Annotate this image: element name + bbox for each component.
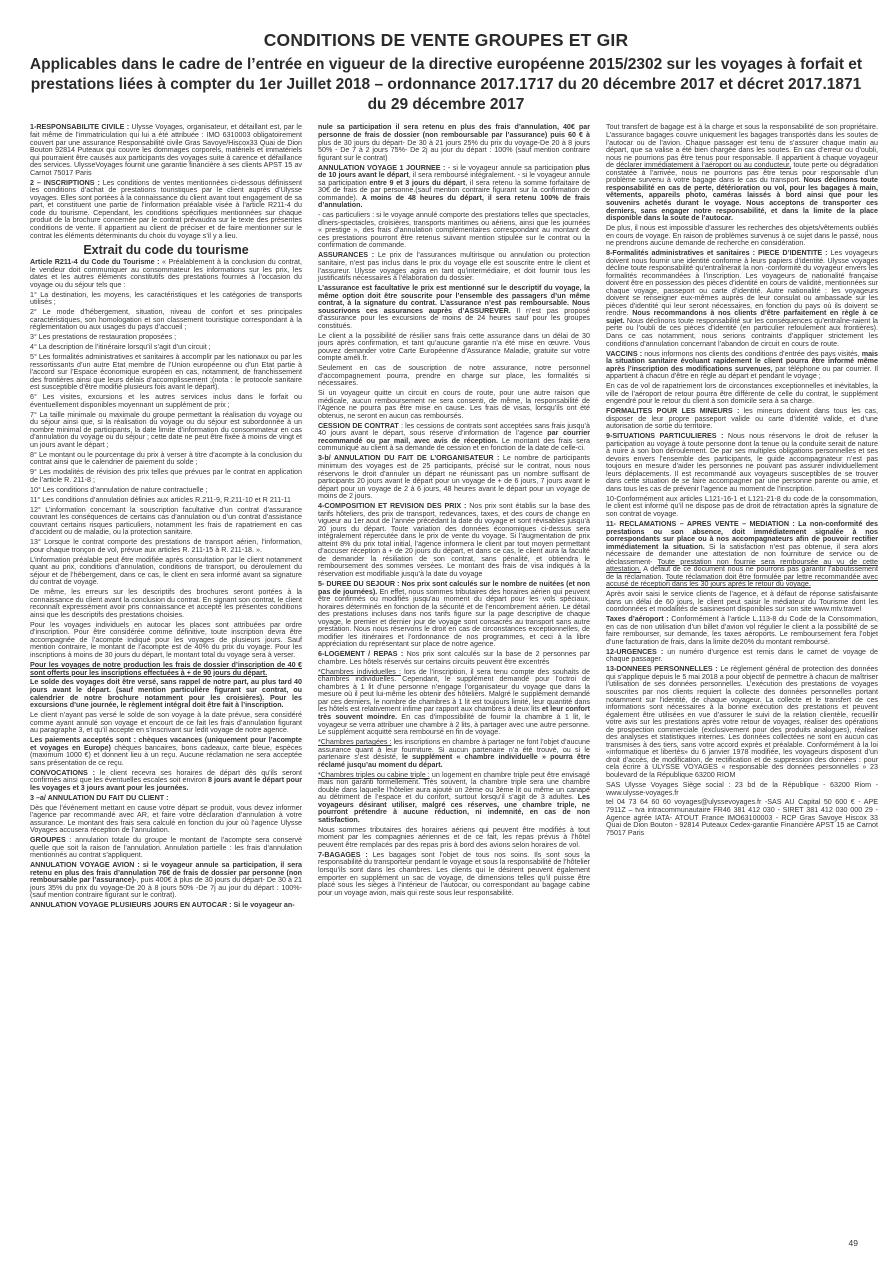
text-segment: Nous nous réservons le droit de refuser la participation au voyage à toute personne dont la tenue ou la conduite serait de nature à nuire à son bon déroulement. De par ses multiples obligations personnelles et ses devoirs envers l’ensemble des participants, le guide accompagnateur n’est pas toujours en mesure d’aider les personnes ne pouvant pas assurer individuellement leurs déplacements. Il est recommandé aux voyageurs susceptibles de se trouver dans cette situation de se faire accompagner par une personne parente ou amie, et dans tous les cas de prévenir l’agence au moment de l’inscription. [606,432,878,493]
text-segment: CONVOCATIONS : [30,768,100,777]
text-segment: 6-LOGEMENT / REPAS : [318,650,404,659]
text-segment: Toute réclamation doit être formulée par lettre recommandée avec accusé de réception dans les 30 jours après le retour du voyage. [606,572,878,589]
text-segment: - cas particuliers : si le voyage annulé comporte des prestations telles que spectacles, dîners-spectacles, croisières, transports maritimes ou aériens, ainsi que les journées « prestige », des frais d’annulation complémentaires correspondant au montant de ces prestations pourront être retenus suivant mention stipulée sur le contrat ou la confirmation de commande. [318,211,590,250]
text-segment: Pour les voyages de notre production les frais de dossier d’inscription de 40 € sont offerts pour les inscriptions effectuées à + de 90 jours du départ. [30,660,302,677]
paragraph [318,212,590,250]
text-segment: le client recevra ses horaires de départ dès qu'ils seront confirmés ainsi que les éventuelles escales soit environ [30,768,302,785]
paragraph [318,503,590,578]
text-segment: 13-DONNEES PERSONNELLES : [606,665,718,674]
paragraph [30,394,302,409]
text-segment: toute perte ou dégradation constatée à l’arrivée, nous ne pourrons pas être tenus pour responsable d’un problème survenu à votre bagage dans le cas du transport. [606,161,878,185]
text-segment: les inscriptions en chambre à partager ne font l’objet d’aucune assurance quant à leur fourniture. Si aucun partenaire n’a été trouvé, ou si le partenaire s’est désisté, [318,738,590,762]
text-segment: 9-SITUATIONS PARTICULIERES : [606,432,724,441]
paragraph [30,259,302,289]
paragraph [318,333,590,363]
paragraph [30,662,302,677]
text-segment: *Chambres triples ou cabine triple : [318,770,430,779]
text-segment: Le client a la possibilité de résilier sans frais cette assurance dans un délai de 30 jours après confirmation, et tant qu’aucune garantie n’a été mise en œuvre. Vous pouvez demander votre Carte Européenne d’Assurance Maladie, gratuite sur votre compte améli.fr. [318,331,590,363]
text-segment: Article R211-4 du Code du Tourisme : [30,258,162,267]
paragraph [606,225,878,248]
text-segment: 3° Les prestations de restauration proposées ; [30,333,177,342]
text-segment: Nous déclinons toute responsabilité sur les conséquences qu’entraîne-raient la perte ou l’oubli de ces pièces d’identité (en particulier refoulement aux frontières). Dans ce cas notamment, nous serions contraints d’appliquer strictement les conditions d’annulation concernant l’abandon de circuit en cours de route. [606,316,878,348]
text-segment: entre 9 et 3 jours du départ [369,178,466,187]
text-segment: et leur confort très souvent moindre. [318,705,590,722]
text-segment: SAS Ulysse Voyages Siège social : 23 bd de la République - 63200 Riom - www.ulysse-voyages.fr [606,780,878,797]
text-segment: Pour les voyages individuels en autocar les places sont attribuées par ordre d’inscription. Pour être considérée comme définitive, toute inscription devra être accompagnée de l’acompte indiqué pour les voyages de plusieurs jours. Sauf mention contraire, le montant de l’acompte est de 40% du prix du voyage. Pour les inscriptions à moins de 30 jours du départ, le montant total du voyage sera à verser. [30,620,302,660]
text-segment: *Chambres individuelles : [318,667,401,676]
text-segment: Toute prestation non fournie sera remboursée au vu de cette attestation. [606,557,878,574]
page-number: 49 [848,1238,858,1248]
text-segment: par courrier recommandé ou par mail, avec avis de réception. [318,429,590,445]
text-segment: ANNULATION VOYAGE AVION : si le voyageur annule sa participation, il sera retenu en plus des frais d’annulation 76€ de frais de dossier par personne (non remboursable par l’assurance)- [30,861,302,885]
paragraph [606,408,878,431]
text-segment: 12° L’information concernant la souscription facultative d’un contrat d’assurance couvrant les conséquences de certains cas d’annulation ou d’un contrat d’assistance couvrant certains risques particuliers, notamment les frais de rapatriement en cas d’accident ou de maladie, ou la protection sanitaire. [30,505,302,537]
paragraph [606,591,878,614]
paragraph [606,496,878,519]
text-segment: GROUPES [30,836,66,845]
paragraph [606,124,878,222]
text-segment: - si le voyageur annule sa participation [445,163,576,172]
text-segment: déclarer immédiatement à l’aéroport ou au conducteur, [616,161,792,170]
text-segment: 4-COMPOSITION ET REVISION DES PRIX : [318,502,467,511]
text-segment: Si un voyageur quitte un circuit en cours de route, pour une autre raison que médicale, aucun remboursement ne sera consenti, de même, la responsabilité de l’Agence ne pourra pas être mise en cause. Les frais de visas, lorsqu’ils ont été obtenus, ne seront en aucun cas remboursés. [318,389,590,420]
paragraph [318,390,590,420]
paragraph [318,669,590,737]
paragraph [30,497,302,505]
text-segment: L’assurance est facultative le prix est mentionné sur le descriptif du voyage, la même option doit être souscrite pour l’ensemble des passagers d’un même contrat, à la signature du contrat. L’assurance n’est pas remboursable. Nous souscrivons ces assurances auprès d’ASSUREVER. [318,283,590,315]
text-segment: Extrait du code du tourisme [83,243,249,258]
paragraph [318,252,590,282]
text-segment: , puis 400€ à plus de 30 jours du départ- De 30 à 21 jours 35% du prix du voyage-De 20 à 8 jours 50% -De 7j au jour du départ : 100%- (sauf mention contraire figurant sur le contrat). [30,876,303,900]
paragraph [606,250,878,348]
paragraph [318,455,590,500]
text-segment: plus de 30 jours du départ- De 30 à 21 jours 25% du prix du voyage-De 20 à 8 jours 50% - De 7 à 2 jours 75%- De 2j au jour du départ : 100% (sauf mention contraire figurant sur le contrat) [318,138,590,162]
paragraph [30,737,302,767]
text-segment: 10° Les conditions d’annulation de nature contractuelle ; [30,485,208,494]
paragraph [318,651,590,666]
text-segment: Le solde des voyages doit être versé, sans rappel de notre part, au plus tard 40 jours avant le départ. (sauf mention particulière figurant sur contrat, ou calendrier de notre brochure notamment pour les croisières). Pour les excursions d’une journée, le règlement intégral doit être fait à l’inscription. [30,678,302,710]
text-segment: 11° Les conditions d’annulation définies aux articles R.211-9, R.211-10 et R 211-11 [30,495,291,504]
text-segment: 6° Les visites, excursions et les autres services inclus dans le forfait ou éventuellement disponibles moyennant un supplément de prix ; [30,393,302,409]
paragraph [30,412,302,450]
paragraph [30,292,302,307]
paragraph [30,805,302,835]
text-columns [0,114,892,912]
text-column-1 [30,124,302,912]
paragraph [30,589,302,619]
text-segment: par téléphone ou par courrier. Il appartient à chacun d’être en règle au départ et pendant le voyage ; [606,364,878,381]
text-segment: lors de l’inscription, il sera tenu compte des souhaits de chambres individuelles. Cependant, le supplément demandé pour l’octroi de chambres à 1 lit d’une personne n’engage l’organisateur du voyage que dans la mesure où il peut lui-même les obtenir des hôteliers. Malgré le supplément demandé par ces derniers, le nombre de chambres à 1 lit est toujours limité, leur quantité dans les hôtels est relativement infime par rapport aux chambres à deux lits [318,667,590,714]
text-segment: 10-Conformément aux articles L121-16-1 et L121-21-8 du code de la consommation, le client est informé qu’il ne dispose pas de droit de rétractation après la signature de son contrat de voyage. [606,494,878,519]
text-segment: Les voyageurs doivent nous fournir une identité conforme à leurs papiers d’identité. Ulysse voyages décline toute responsabilité qu’entraînerait la non -conformité du voyageur envers les formalités recommandées à l’inscription. Les voyageurs de nationalité française doivent être en possession des pièces d’identité en cours de validité, mentionnées sur chaque voyage, passeport ou carte d’identité. Autre nationalité : les voyageurs doivent se renseigner eux-mêmes auprès de leur consulat ou ambassade sur les pièces d’identité qui leur seront nécessaires, en fonction du pays où ils doivent se rendre. [606,249,878,318]
paragraph [30,354,302,392]
paragraph [318,285,590,330]
text-segment: *Chambres partagées : [318,738,392,747]
paragraph [30,487,302,495]
text-segment: ASSURANCES : [318,251,375,260]
text-segment: Nous déclinons toute responsabilité en cas de perte, détérioration ou vol, pour les bagages à main, vêtements, appareils photo, caméras laissés à bord ainsi que pour les souvenirs achetés durant le voyage. Nous acceptons de transporter ces derniers, sans engager notre responsabilité, et dans la limite de la place disponible dans la soute de l’autocar. [606,176,878,223]
text-segment: Dès que l’événement mettant en cause votre départ se produit, vous devez informer l’agence par recommandé avec AR, et faire votre déclaration d’annulation à votre assurance. Le montant des frais sera calculé en fonction du jour où l’agence Ulysse Voyages accusera réception de l’annulation. [30,803,302,835]
text-segment: : annulation totale du groupe le montant de l’acompte sera conservé quelle que soit la raison de l’annulation. Annulation partielle : les frais d’annulation mentionnés au contrat s’appliquent. [30,836,302,860]
text-segment: En effet, nous sommes tributaires des horaires aérien qui peuvent être confirmés ou modifiés jusqu'au moment du départ pour les vols spéciaux, horaires déterminés en fonction de la sécurité et de l’encombrement aérien. Le détail des prestations incluses dans nos tarifs figure sur la page descriptive de chaque voyage, le premier et dernier jour de voyage sont consacrés au transport sans autre prestation. Nous nous réservons le droit en cas de circonstances exceptionnelles, de modifier les itinéraires et l’ordonnance de nos programmes, et ceci à la libre appréciation du représentant sur place de notre agence. [318,587,590,649]
text-segment: 13° Lorsque le contrat comporte des prestations de transport aérien, l’information, pour chaque tronçon de vol, prévue aux articles R. 211-15 à R. 211-18. ». [30,538,302,554]
paragraph [30,679,302,709]
text-segment: 1-RESPONSABILITE CIVILE : [30,123,132,132]
text-column-2 [318,124,590,912]
paragraph [30,344,302,352]
paragraph [318,852,590,897]
paragraph [30,124,302,177]
text-segment: 5° Les formalités administratives et sanitaires à accomplir par les nationaux ou par les ressortissants d’un autre Etat membre de l’Union européenne ou d’un Etat partie à l’accord sur l’Espace économique européen en cas, notamment, de franchissement des frontières ainsi que leurs délais d’accomplissement ;(nota : le protocole sanitaire est susceptible d’être modifié plusieurs fois avant le départ). [30,353,302,392]
text-segment: un logement en chambre triple peut être envisagé mais non garanti formellement. Très souvent, la chambre triple sera une chambre double dans laquelle l’hôtelier aura ajouté un 2ème ou 3ème lit ou même un canapé au détriment de l’espace et du confort, surtout lorsqu’il s’agit de 3 adultes. [318,770,590,802]
page-title: CONDITIONS DE VENTE GROUPES ET GIR [263,30,629,50]
text-segment: Les conditions de ventes mentionnées ci-dessous définissent les conditions d’achat de prestations touristiques par le client auprès d’Ulysse voyages. Elles sont portées à la connaissance du client avant tout engagement de sa part, et constituent une partie de l’information préalable visée à l’article R211-4 du code du tourisme. Cependant, les conditions spécifiques mentionnées sur chaque produit de la brochure concernée par le contrat prévaudra sur le texte des présentes conditions de vente. Il appartient au client de préciser et de faire mentionner sur le contrat les éléments déterminants du choix du voyage s’il y a lieu. [30,178,302,240]
text-segment: CESSION DE CONTRAT [318,421,399,430]
text-segment: 8° Le montant ou le pourcentage du prix à verser à titre d’acompte à la conclusion du contrat ainsi que le calendrier de paiement du solde ; [30,450,302,467]
text-segment: 7-BAGAGES : [318,850,368,859]
text-segment: les mineurs doivent dans tous les cas, disposer de leur propre passeport valide ou carte d’identité valide, et d’une autorisation de sortie du territoire. [606,407,878,431]
paragraph [606,799,878,837]
paragraph [606,616,878,646]
paragraph [30,862,302,900]
paragraph [318,124,590,162]
paragraph [606,351,878,381]
paragraph [606,666,878,779]
text-segment: : les cessions de contrats sont acceptées sans frais jusqu’à 40 jours avant le départ, sous réserve d’information de l’agence [318,421,590,438]
text-segment: Seulement en cas de souscription de notre assurance, notre personnel d’accompagnement pourra, prendre en charge sur place, les formalités si nécessaires. [318,364,590,388]
paragraph [318,739,590,769]
paragraph [30,334,302,342]
paragraph [606,649,878,664]
page-subtitle: Applicables dans le cadre de l’entrée en vigueur de la directive européenne 2015/2302 sur les voyages à forfait et prestations liées à compter du 1er Juillet 2018 – ordonnance 2017.1717 du 20 décembre 2017 et décret 2017.1871 du 29 décembre 2017 [29,56,863,113]
text-segment: 1° La destination, les moyens, les caractéristiques et les catégories de transports utilisés ; [30,290,302,307]
text-segment: En cas d’impossibilité de fournir la chambre à 1 lit, le voyageur se verra attribuer une chambre à 2 lits, à partager avec une autre personne. Le supplément acquitté sera remboursé en fin de voyage. [318,713,590,737]
paragraph [30,557,302,587]
text-segment: le supplément « chambre individuelle » pourra être réclamé jusqu’au moment du départ. [318,753,590,769]
paragraph [30,902,302,910]
text-segment: En cas de vol de rapatriement lors de circonstances exceptionnelles et inévitables, la ville de l’aéroport de retour pourra être différente de celle du contrat, le supplément engendré pour le retour du client à son domicile sera à sa charge. [606,382,878,406]
text-segment: nous informons nos clients des conditions d’entrée des pays visités, [642,349,862,358]
text-segment: 3-b/ ANNULATION DU FAIT DE L’ORGANISATEUR : [318,454,500,463]
text-column-3 [606,124,878,912]
text-segment: 7° La taille minimale ou maximale du groupe permettant la réalisation du voyage ou du séjour ainsi que, si la réalisation du voyage ou du séjour est subordonnée à un nombre minimal de participants, la date limite d’information du consommateur en cas d’annulation du voyage ou du séjour ; cette date ne peut être fixée à moins de vingt et un jours avant le départ ; [30,410,302,449]
paragraph [318,423,590,453]
text-segment: Conformément à l’article L.113-8 du Code de la Consommation, en cas de non utilisation d’un billet d’avion vol régulier le client a la possibilité de se faire rembourser, sur demande, les taxes aéroports. Le remboursement fera l’objet d’une facturation de frais, dans la limite de20% du montant remboursé. [606,615,878,646]
text-segment: 12-URGENCES : [606,647,664,656]
text-segment: , il sera retenu la somme forfaitaire de 30€ de frais de par personne.(sauf mention contraire figurant sur la confirmation de commande). [318,178,590,202]
paragraph [30,309,302,332]
text-segment: 8 jours avant le départ pour les voyages et 3 jours avant pour les journées. [30,776,302,792]
paragraph [30,180,302,240]
text-segment: Les paiements acceptés sont : chèques vacances (uniquement pour l’acompte et voyages en Europe) [30,736,302,752]
text-segment: Nos prix sont établis sur la base des tarifs hôteliers, des prix de transport, redevances, taxes, et des cours de change en vigueur au 1er aout de l’année précédant la date du voyage et sont révisables jusqu’à 20 jours du départ. Toute variation des données économiques ci-dessus sera intégralement répercutée dans le prix de vente du voyage. Si l’augmentation de prix atteint 8% du prix total initial, l’agence informera le client par tout moyen permettant d’accuser réception à + de 20 jours du départ, et dans ce cas, le client aura la faculté de demander la résiliation de son contrat, sans pénalité, et obtiendra le remboursement des sommes versées. Le montant des frais de visa indiqués à la réservation est modifiable jusqu’à la date du voyage [318,502,591,579]
text-segment: Les bagages sont l’objet de tous nos soins. Ils sont sous la responsabilité du transporteur pendant le voyage et sous la responsabilité de l’hôtelier lorsqu’ils sont dans les chambres. Les clients qui le désirent peuvent également emporter en supplément un sac de voyage, de dimensions telles qu’il puisse être placé sous les sièges à l’intérieur de l’autocar, ou correspondant au bagage cabine pour un voyage avion, mais qui reste sous leur responsabilité. [318,850,590,897]
text-segment: Nous recommandons à nos clients d’être parfaitement en règle à ce sujet. [606,309,879,325]
text-segment: VACCINS : [606,349,643,358]
text-segment: chèques bancaires, bons cadeaux, carte bleue, espèces (maximum 1000 €) et donnent lieu à un reçu. Aucune réclamation ne sera acceptée sans présentation de ce reçu. [30,743,302,767]
text-segment: 11- RECLAMATIONS – APRES VENTE – MEDIATION : La non-conformité des prestations ou son absence, doit immédiatement signalée à nos correspondants sur place ou à nos accompagnateurs afin de pouvoir rectifier immédiatement la situation. [606,519,878,551]
text-segment: Les voyageurs désirant utiliser, malgré ces réserves, une chambre triple, ne pourront prétendre à aucune réduction, ni indemnité, en cas de non satisfaction. [318,793,590,824]
text-segment: Le montant des frais sera communiqué au client à sa demande de cession et en fonction de la date de celle-ci. [318,436,591,453]
paragraph [30,837,302,860]
paragraph [30,469,302,484]
paragraph [30,452,302,467]
text-segment: Il n’est pas proposé d’assurance pour les excursions de moins de 24 heures sauf pour les groupes constitués. [318,306,590,330]
text-segment: 2° Le mode d’hébergement, situation, niveau de confort et ses principales caractéristiques, son homologation et son classement touristique correspondant à la réglementation ou aux usages du pays d’accueil ; [30,308,302,332]
text-segment: ANNULATION VOYAGE 1 JOURNEE : [318,163,446,172]
text-segment: , il sera remboursé intégralement. - si le voyageur annule sa participation [318,171,590,187]
paragraph [318,581,590,649]
text-segment: Après avoir saisi le service clients de l’agence, et à défaut de réponse satisfaisante dans un délai de 60 jours, le client peut saisir le médiateur du Tourisme dont les coordonnées et modalités de saisinesont disponibles sur son site www.mtv.travel [606,590,878,614]
paragraph [30,712,302,735]
text-segment: Si la satisfaction n’est pas obtenue, il sera alors nécessaire de demander une attestation de non fourniture de service ou de déclassement- [606,542,878,566]
text-segment: Le client n’ayant pas versé le solde de son voyage à la date prévue, sera considéré comme ayant annulé son voyage et encourt de ce fait les frais d’annulation figurant au paragraphe 3, et qu’il accepte en s’inscrivant sur ledit voyage de notre agence. [30,711,302,735]
text-segment: De plus, il nous est impossible d’assurer les recherches des objets/vêtements oubliés en cours de voyage. En raison de problèmes survenus à ce sujet dans le passé, nous ne prendrons aucune demande de recherche en considération. [606,223,878,248]
text-segment: L’information préalable peut être modifiée après consultation par le client notamment quant au prix, conditions d’annulation, conditions de transport, ou déroulement du séjour et de l’hébergement, dans ce cas, le client en sera informé avant sa signature du contrat de voyage. [30,555,302,587]
text-segment: Nos prix sont calculés sur la base de 2 personnes par chambre. Les hôtels réservés sur certains circuits peuvent être excentrés [318,650,590,666]
paragraph [606,521,878,589]
paragraph [318,365,590,388]
text-segment: plus de 10 jours avant le départ [318,163,591,180]
text-segment: A moins de 48 heures du départ, il sera retenu 100% de frais d’annulation. [318,193,590,210]
text-segment: mais la situation sanitaire évoluant rapidement le client pourra être informé même après l’inscription des modifications survenues, [606,349,878,373]
text-segment: Taxes d’aéroport : [606,615,669,624]
text-segment: 3 –a/ ANNULATION DU FAIT DU CLIENT : [30,793,169,802]
text-segment: nule sa participation il sera retenu en plus des frais d’annulation, 40€ par personne de frais de dossier (non remboursable par l’assurance) puis 60 € à [318,123,590,140]
text-segment: FORMALITES POUR LES MINEURS : [606,407,740,416]
text-segment: un numéro d’urgence est remis dans le carnet de voyage de chaque passager. [606,647,878,664]
text-segment: A défaut de ce document nous ne pourrons pas garantir l’aboutissement de la réclamation. [606,565,878,581]
text-segment: 9° Les modalités de révision des prix telles que prévues par le contrat en application de l’article R. 211-8 ; [30,468,302,484]
text-segment: De même, les erreurs sur les descriptifs des brochures seront portées à la connaissance du client avant la conclusion du contrat. En signant son contrat, le client reconnaît expressément avoir pris connaissance et accepté les présentes conditions ainsi que les descriptifs des prestations choisies. [30,588,302,619]
text-segment: Ulysse Voyages, organisateur, et détaillant est, par le fait même de l’immatriculation qui lui a été attribuée : IMO 6310003 obligatoirement couvert par une assurance Responsabilité civile Gras Savoye/Hiscox33 Quai de Dion Bouton 92814 Puteaux qui couvre les dommages corporels, matériels et immatériels qui pourraient être causés aux participants des voyages suite à carence et défaillance des services. UlysseVoyages fournit une garantie financière à ses clients APST 15 av Carnot 75017 Paris [30,123,302,177]
paragraph [30,622,302,660]
text-segment: « Préalablement à la conclusion du contrat, le vendeur doit communiquer au consommateur les informations sur les prix, les dates et les autres éléments constitutifs des prestations fournies à l’occasion du voyage ou du séjour tels que : [30,258,302,289]
text-segment: Le nombre de participants minimum des voyages est de 25 participants, précisé sur le contrat, nous nous réservons le droit d’annuler un départ ne réunissant pas un nombre suffisant de participants 20 jours avant le départ pour un voyage de + de 6 jours, 7 jours avant le départ pour un voyage de 2 à 6 jours, 48 heures avant le départ pour un voyage de moins de 2 jours. [318,454,590,501]
paragraph [30,770,302,793]
paragraph [318,165,590,210]
section-heading [30,243,302,257]
paragraph [606,383,878,406]
paragraph [318,772,590,825]
text-segment: tel 04 73 64 60 60 voyages@ulyssevoyages.fr -SAS AU Capital 50 600 € - APE 7911Z – tva intracommunautaire FR46 381 412 030 - SIRET 381 412 030 000 29 -Agence agrée IATA- ATOUT France IMO63100003 - RCP Gras Savoye Hiscox 33 Quai de Dion Bouton - 92814 Puteaux Cedex-garantie Financière APST 15 ae Carnot 75017 Paris [606,798,878,837]
paragraph [30,507,302,537]
text-segment: Le règlement général de protection des données qui s’applique depuis le 5 mai 2018 a pour objectif de permettre à chacun de maîtriser l’utilisation de ses données personnelles. L’exécution des prestations de voyages souscrites par nos clients requiert la collecte des données personnelles portant notamment sur l’identité, de chaque voyageur. La collecte et le transfert de ces informations sont nécessaires à la bonne exécution des prestations et peuvent également être utilisées en vue d’assurer le suivi de la relation clientèle, recueillir votre avis sur les prestations après votre retour de voyages, réaliser des opérations de prospection commerciale (exclusivement pour des produits analogues), réaliser des analyses et statistiques internes. Les données collectées ne sont en aucun cas transmises à des tiers, sans votre accord exprès et préalable. Conformément à la loi «informatique et libertés» du 6 janvier 1978 modifiée, les voyageurs disposent d’un droit d’accès, de modification, de rectification et de suppression des données : pour cela écrire à ULYSSE VOYAGES « responsable des données personnelles » 23 boulevard de la République 63200 RIOM [606,665,878,780]
text-segment: 5- DUREE DU SEJOUR : Nos prix sont calculés sur le nombre de nuitées (et non pas de journées). [318,579,590,596]
text-segment: Le prix de l’assurances multirisque ou annulation ou protection sanitaire, n’est pas inclus dans le prix du voyage elle est souscrite entre le client et l’assureur. Ulysse voyages agira en tant qu’intermédiaire, et doit fournir tous les justificatifs nécessaires à l’élaboration du dossier. [318,251,590,283]
text-segment: Tout transfert de bagage est à la charge et sous la responsabilité de son propriétaire. L’assurance bagages couvre uniquement les bagages transportés dans les soutes de l’autocar ou de l’avion. Chaque passager est tenu de s’assurer chaque matin au départ, que sa valise a été bien chargée dans les soutes. En cas d’erreur ou d’oubli, nous ne pourrions pas être tenus pour responsable. Il appartient à chaque voyageur de [606,123,878,170]
text-segment: ANNULATION VOYAGE PLUSIEURS JOURS EN AUTOCAR : Si le voyageur an- [30,901,295,910]
document-header [0,0,892,114]
text-segment: Nous sommes tributaires des horaires aériens qui peuvent être modifiés à tout moment par les compagnies aériennes et de ce fait, les repas prévus à l’hôtel peuvent être remplacés par des repas pris à bord des avions selon horaires de vol. [318,825,590,849]
text-segment: 4° La description de l’itinéraire lorsqu’il s’agit d’un circuit ; [30,343,211,352]
text-segment: 8-Formalités administratives et sanitaires : PIECE D’IDENTITE : [606,249,828,258]
paragraph [606,782,878,797]
paragraph [30,795,302,803]
paragraph [606,433,878,493]
paragraph [318,827,590,850]
text-segment: 2 – INSCRIPTIONS : [30,178,103,187]
paragraph [30,539,302,554]
